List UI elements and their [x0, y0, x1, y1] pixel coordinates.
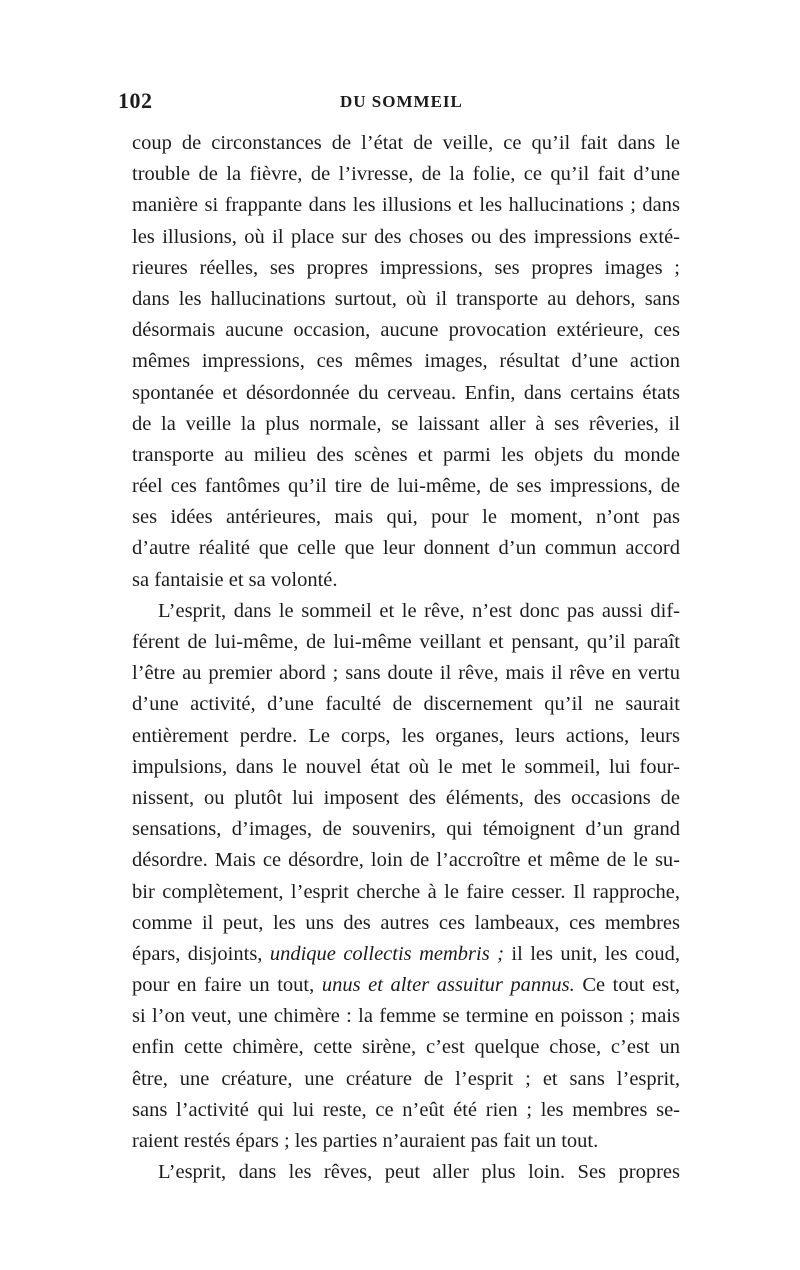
paragraph-end-line: raient restés épars ; les parties n’auraient pas fait un tout.: [132, 1130, 599, 1152]
text-line: dans les hallucinations surtout, où il transporte au dehors, sans: [132, 287, 680, 310]
text-line: de la veille la plus normale, se laissant aller à ses rêveries, il: [132, 412, 680, 435]
text-line: transporte au milieu des scènes et parmi les objets du monde: [132, 443, 680, 466]
text-line: coup de circonstances de l’état de veille, ce qu’il fait dans le: [132, 132, 680, 154]
text-line: d’une activité, d’une faculté de discernement qu’il ne saurait: [132, 693, 680, 716]
page-header: [118, 88, 682, 118]
text-segment: pour en faire un tout,: [132, 974, 315, 997]
text-line: les illusions, où il place sur des choses ou des impressions exté-: [132, 225, 680, 248]
text-line: ses idées antérieures, mais qui, pour le moment, n’ont pas: [132, 506, 680, 529]
text-segment: épars, disjoints,: [132, 942, 263, 965]
text-line: sensations, d’images, de souvenirs, qui témoignent d’un grand: [132, 818, 680, 841]
text-line: spontanée et désordonnée du cerveau. Enfin, dans certains états: [132, 381, 680, 404]
body-text: [132, 128, 680, 1188]
paragraph-start-line: L’esprit, dans les rêves, peut aller plus loin. Ses propres: [158, 1161, 680, 1184]
text-line: impulsions, dans le nouvel état où le met le sommeil, lui four-: [132, 755, 680, 778]
text-line: bir complètement, l’esprit cherche à le faire cesser. Il rapproche,: [132, 880, 680, 903]
text-line: férent de lui-même, de lui-même veillant et pensant, qu’il paraît: [132, 631, 680, 653]
text-line: être, une créature, une créature de l’esprit ; et sans l’esprit,: [132, 1067, 680, 1090]
text-line: désordre. Mais ce désordre, loin de l’accroître et même de le su-: [132, 849, 680, 872]
text-line: trouble de la fièvre, de l’ivresse, de la folie, ce qu’il fait d’une: [132, 163, 680, 186]
paragraph-start-line: L’esprit, dans le sommeil et le rêve, n’est donc pas aussi dif-: [158, 599, 680, 622]
page-number: 102: [118, 88, 153, 113]
text-line: l’être au premier abord ; sans doute il rêve, mais il rêve en vertu: [132, 662, 680, 685]
running-title: DU SOMMEIL: [340, 92, 463, 111]
text-line-with-quote: [132, 970, 680, 1001]
text-segment: Ce tout est,: [582, 974, 680, 997]
paragraph-end-line: sa fantaisie et sa volonté.: [132, 568, 338, 591]
text-line: mêmes impressions, ces mêmes images, résultat d’une action: [132, 350, 680, 373]
text-line: entièrement perdre. Le corps, les organes, leurs actions, leurs: [132, 724, 680, 747]
text-line: comme il peut, les uns des autres ces lambeaux, ces membres: [132, 911, 680, 934]
text-line: manière si frappante dans les illusions et les hallucinations ; dans: [132, 194, 680, 217]
text-segment: il les unit, les coud,: [511, 942, 680, 965]
text-line-with-quote: [132, 939, 680, 970]
text-line: désormais aucune occasion, aucune provocation extérieure, ces: [132, 319, 680, 342]
text-line: d’autre réalité que celle que leur donnent d’un commun accord: [132, 537, 680, 560]
text-line: sans l’activité qui lui reste, ce n’eût été rien ; les membres se-: [132, 1098, 680, 1121]
text-line: réel ces fantômes qu’il tire de lui-même, de ses impressions, de: [132, 475, 680, 498]
text-line: enfin cette chimère, cette sirène, c’est quelque chose, c’est un: [132, 1036, 680, 1059]
text-line: rieures réelles, ses propres impressions, ses propres images ;: [132, 256, 680, 279]
latin-quote: undique collectis membris ;: [269, 942, 504, 965]
text-line: si l’on veut, une chimère : la femme se termine en poisson ; mais: [132, 1005, 680, 1028]
latin-quote: unus et alter assuitur pannus.: [321, 974, 575, 997]
text-line: nissent, ou plutôt lui imposent des éléments, des occasions de: [132, 786, 680, 809]
